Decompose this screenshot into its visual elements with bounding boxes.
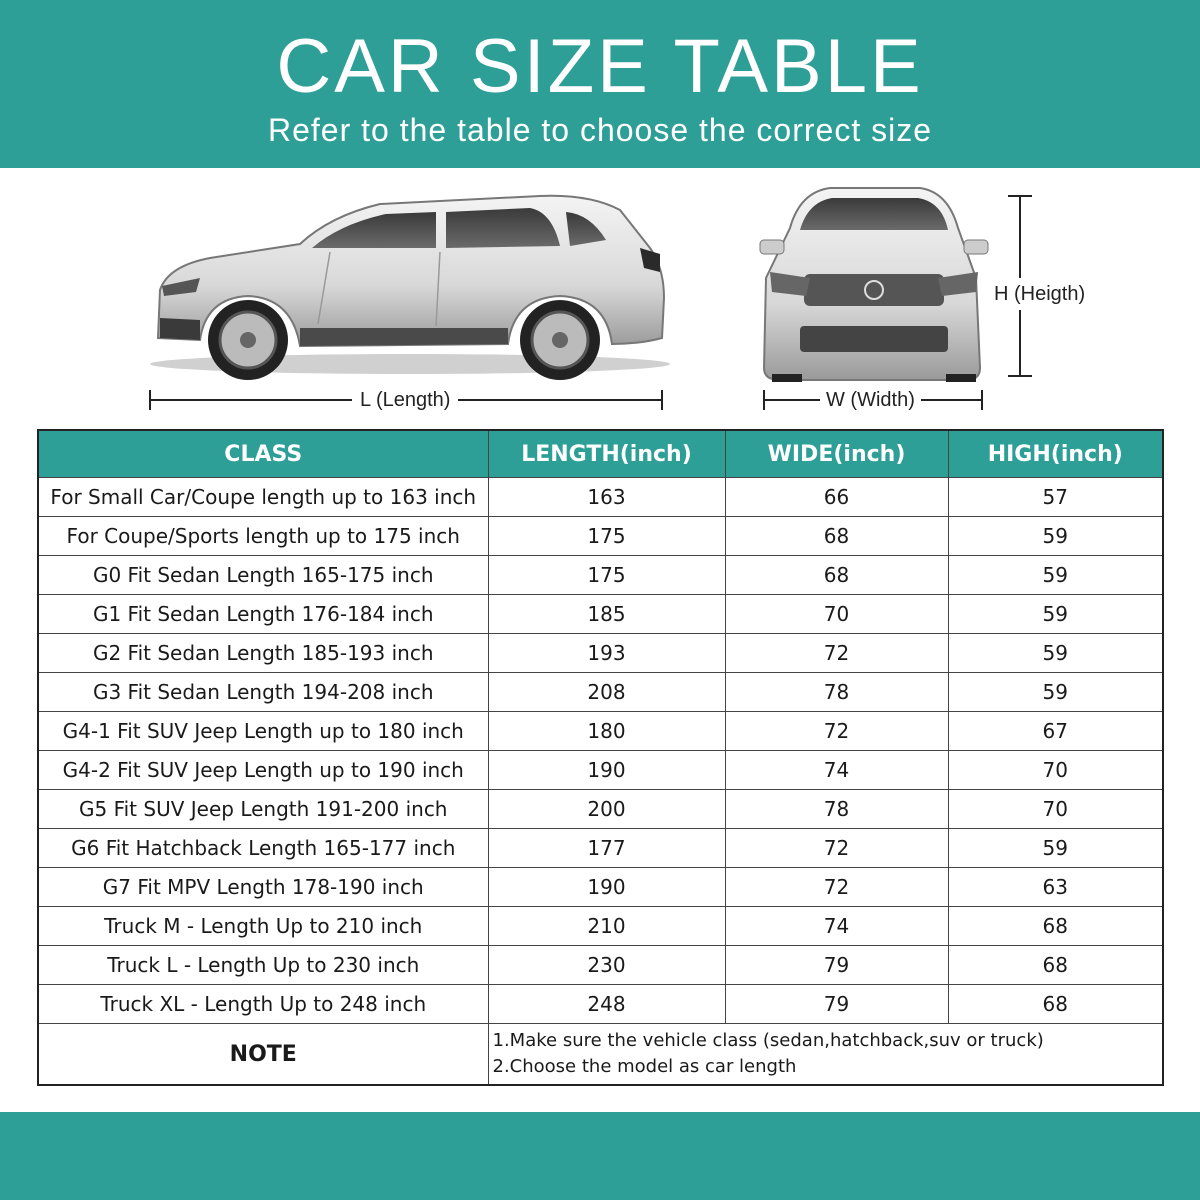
cell-high: 68	[948, 946, 1163, 985]
cell-length: 175	[488, 517, 725, 556]
cell-wide: 79	[725, 985, 948, 1024]
width-label: W (Width)	[820, 388, 921, 412]
height-label: H (Heigth)	[992, 278, 1087, 310]
cell-length: 190	[488, 751, 725, 790]
header-wide: WIDE(inch)	[725, 430, 948, 478]
cell-wide: 78	[725, 673, 948, 712]
cell-length: 175	[488, 556, 725, 595]
cell-high: 63	[948, 868, 1163, 907]
cell-wide: 66	[725, 478, 948, 517]
cell-class: G3 Fit Sedan Length 194-208 inch	[38, 673, 488, 712]
cell-length: 193	[488, 634, 725, 673]
cell-length: 180	[488, 712, 725, 751]
cell-length: 210	[488, 907, 725, 946]
cell-wide: 79	[725, 946, 948, 985]
cell-length: 200	[488, 790, 725, 829]
table-row	[38, 595, 1163, 634]
page-subtitle: Refer to the table to choose the correct size	[268, 112, 932, 148]
table-row	[38, 985, 1163, 1024]
car-illustration	[0, 168, 1200, 426]
suv-front-view-icon	[760, 188, 988, 382]
cell-class: G4-1 Fit SUV Jeep Length up to 180 inch	[38, 712, 488, 751]
table-row	[38, 712, 1163, 751]
cell-wide: 68	[725, 517, 948, 556]
table-row	[38, 556, 1163, 595]
cell-class: Truck M - Length Up to 210 inch	[38, 907, 488, 946]
cell-wide: 72	[725, 634, 948, 673]
table-row	[38, 517, 1163, 556]
cell-high: 59	[948, 517, 1163, 556]
cell-class: Truck L - Length Up to 230 inch	[38, 946, 488, 985]
table-body	[38, 478, 1163, 1024]
cell-wide: 72	[725, 829, 948, 868]
cell-wide: 72	[725, 868, 948, 907]
header-banner	[0, 0, 1200, 168]
cell-class: G4-2 Fit SUV Jeep Length up to 190 inch	[38, 751, 488, 790]
length-label: L (Length)	[352, 388, 458, 412]
cell-wide: 78	[725, 790, 948, 829]
cell-wide: 72	[725, 712, 948, 751]
cell-wide: 74	[725, 751, 948, 790]
table-row	[38, 751, 1163, 790]
cell-wide: 74	[725, 907, 948, 946]
cell-high: 59	[948, 829, 1163, 868]
cell-class: Truck XL - Length Up to 248 inch	[38, 985, 488, 1024]
cell-length: 208	[488, 673, 725, 712]
note-row	[38, 1024, 1163, 1086]
size-table	[37, 429, 1164, 1086]
table-row	[38, 946, 1163, 985]
cell-class: G7 Fit MPV Length 178-190 inch	[38, 868, 488, 907]
cell-high: 57	[948, 478, 1163, 517]
cell-high: 59	[948, 595, 1163, 634]
cell-wide: 70	[725, 595, 948, 634]
cell-high: 59	[948, 673, 1163, 712]
note-line: 1.Make sure the vehicle class (sedan,hatchback,suv or truck)	[492, 1030, 1044, 1051]
cell-class: G0 Fit Sedan Length 165-175 inch	[38, 556, 488, 595]
cell-class: G6 Fit Hatchback Length 165-177 inch	[38, 829, 488, 868]
cell-high: 59	[948, 556, 1163, 595]
cell-class: G5 Fit SUV Jeep Length 191-200 inch	[38, 790, 488, 829]
note-label: NOTE	[38, 1024, 488, 1086]
header-high: HIGH(inch)	[948, 430, 1163, 478]
note-text	[488, 1024, 1163, 1086]
table-row	[38, 907, 1163, 946]
cell-high: 59	[948, 634, 1163, 673]
cell-length: 185	[488, 595, 725, 634]
cell-wide: 68	[725, 556, 948, 595]
table-row	[38, 829, 1163, 868]
cell-high: 68	[948, 985, 1163, 1024]
table-row	[38, 634, 1163, 673]
note-line: 2.Choose the model as car length	[492, 1056, 797, 1077]
table-header-row	[38, 430, 1163, 478]
header-length: LENGTH(inch)	[488, 430, 725, 478]
page-title: CAR SIZE TABLE	[276, 24, 924, 109]
header-class: CLASS	[38, 430, 488, 478]
cell-class: G2 Fit Sedan Length 185-193 inch	[38, 634, 488, 673]
footer-banner	[0, 1112, 1200, 1200]
cell-length: 248	[488, 985, 725, 1024]
cell-high: 68	[948, 907, 1163, 946]
cell-length: 163	[488, 478, 725, 517]
cell-class: For Coupe/Sports length up to 175 inch	[38, 517, 488, 556]
cell-length: 177	[488, 829, 725, 868]
table-row	[38, 673, 1163, 712]
table-row	[38, 790, 1163, 829]
cell-high: 70	[948, 790, 1163, 829]
cell-length: 230	[488, 946, 725, 985]
cell-class: G1 Fit Sedan Length 176-184 inch	[38, 595, 488, 634]
table-row	[38, 868, 1163, 907]
cell-high: 67	[948, 712, 1163, 751]
cell-class: For Small Car/Coupe length up to 163 inch	[38, 478, 488, 517]
cell-high: 70	[948, 751, 1163, 790]
cell-length: 190	[488, 868, 725, 907]
table-row	[38, 478, 1163, 517]
